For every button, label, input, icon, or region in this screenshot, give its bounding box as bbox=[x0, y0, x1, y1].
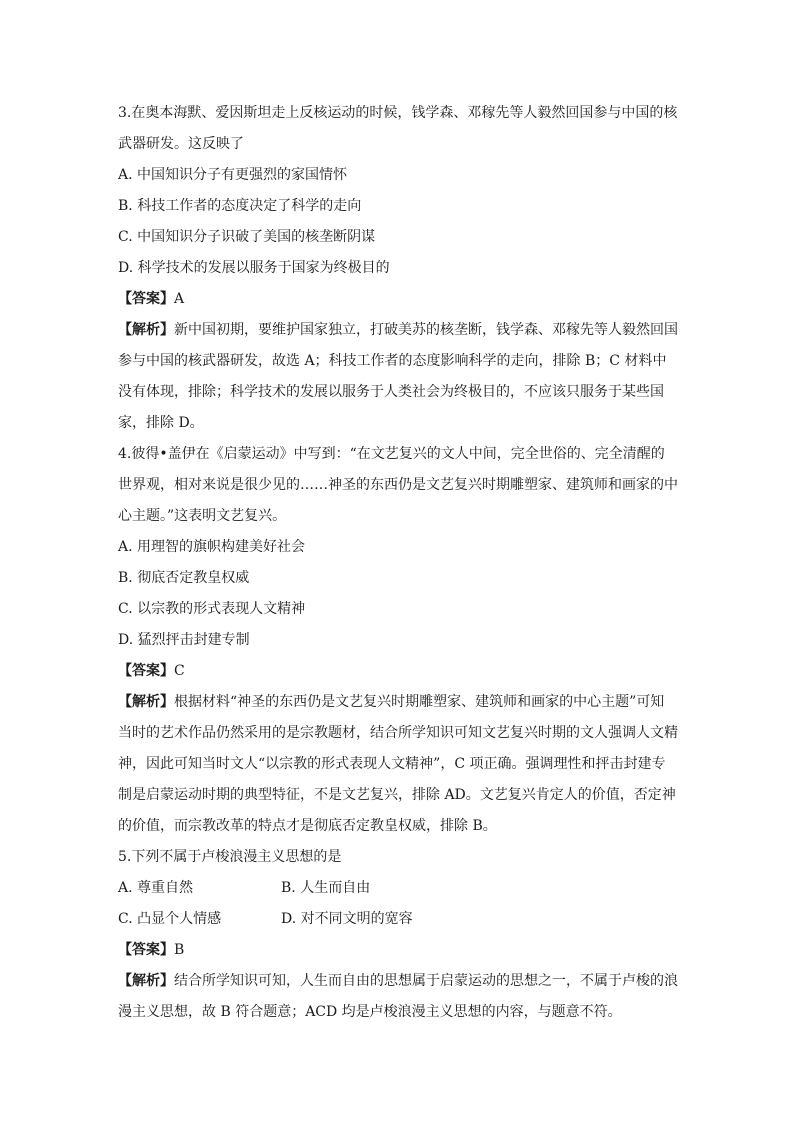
question-stem: 5.下列不属于卢梭浪漫主义思想的是 bbox=[118, 849, 342, 865]
option-row bbox=[118, 904, 678, 935]
analysis-tag: 【解析】 bbox=[118, 973, 174, 989]
option-a: A. 用理智的旗帜构建美好社会 bbox=[118, 539, 306, 555]
option-b: B. 彻底否定教皇权威 bbox=[118, 570, 250, 586]
question-stem-line: 3.在奥本海默、爱因斯坦走上反核运动的时候，钱学森、邓稼先等人毅然回国参与中国的核 bbox=[118, 105, 678, 121]
analysis-text: 结合所学知识可知，人生而自由的思想属于启蒙运动的思想之一，不属于卢梭的浪漫主义思想，故 B 符合题意；ACD 均是卢梭浪漫主义思想的内容，与题意不符。 bbox=[118, 973, 678, 1020]
answer-tag: 【答案】 bbox=[118, 942, 174, 958]
question-4 bbox=[118, 439, 678, 842]
question-stem-line: 武器研发。这反映了 bbox=[118, 136, 244, 152]
option-c: C. 以宗教的形式表现人文精神 bbox=[118, 601, 306, 617]
analysis-paragraph bbox=[118, 315, 678, 439]
document-page bbox=[118, 98, 678, 1028]
answer-value: C bbox=[174, 663, 185, 679]
answer-line bbox=[118, 656, 678, 687]
option-d: D. 科学技术的发展以服务于国家为终极目的 bbox=[118, 260, 390, 276]
answer-tag: 【答案】 bbox=[118, 663, 174, 679]
question-3 bbox=[118, 98, 678, 439]
answer-value: A bbox=[174, 291, 185, 307]
question-stem: 4.彼得•盖伊在《启蒙运动》中写到：“在文艺复兴的文人中间，完全世俗的、完全清醒的世界观，相对来说是很少见的……神圣的东西仍是文艺复兴时期雕塑家、建筑师和画家的中心主题。”这表明文艺复兴。 bbox=[118, 446, 678, 524]
analysis-tag: 【解析】 bbox=[118, 322, 174, 338]
analysis-paragraph bbox=[118, 966, 678, 1028]
analysis-tag: 【解析】 bbox=[118, 694, 174, 710]
answer-tag: 【答案】 bbox=[118, 291, 174, 307]
answer-line bbox=[118, 935, 678, 966]
answer-line bbox=[118, 284, 678, 315]
question-5 bbox=[118, 842, 678, 1028]
analysis-paragraph bbox=[118, 687, 678, 842]
analysis-text: 新中国初期，要维护国家独立，打破美苏的核垄断，钱学森、邓稼先等人毅然回国参与中国的核武器研发，故选 A；科技工作者的态度影响科学的走向，排除 B；C 材料中没有体现，排除；科学技术的发展以服务于人类社会为终极目的，不应该只服务于某些国家，排除 D。 bbox=[118, 322, 678, 431]
option-a: A. 尊重自然 bbox=[118, 880, 194, 896]
option-d: D. 对不同文明的宽容 bbox=[281, 911, 413, 927]
option-row bbox=[118, 873, 678, 904]
option-c: C. 中国知识分子识破了美国的核垄断阴谋 bbox=[118, 229, 376, 245]
option-b: B. 科技工作者的态度决定了科学的走向 bbox=[118, 198, 362, 214]
answer-value: B bbox=[174, 942, 185, 958]
option-c: C. 凸显个人情感 bbox=[118, 911, 222, 927]
analysis-text: 根据材料“神圣的东西仍是文艺复兴时期雕塑家、建筑师和画家的中心主题”可知当时的艺术作品仍然采用的是宗教题材，结合所学知识可知文艺复兴时期的文人强调人文精神，因此可知当时文人“以宗教的形式表现人文精神”，C 项正确。强调理性和抨击封建专制是启蒙运动时期的典型特征，不是文艺复兴，排除 AD。文艺复兴肯定人的价值，否定神的价值，而宗教改革的特点才是彻底否定教皇权威，排除 B。 bbox=[118, 694, 678, 834]
option-d: D. 猛烈抨击封建专制 bbox=[118, 632, 250, 648]
option-a: A. 中国知识分子有更强烈的家国情怀 bbox=[118, 167, 348, 183]
option-b: B. 人生而自由 bbox=[281, 880, 371, 896]
